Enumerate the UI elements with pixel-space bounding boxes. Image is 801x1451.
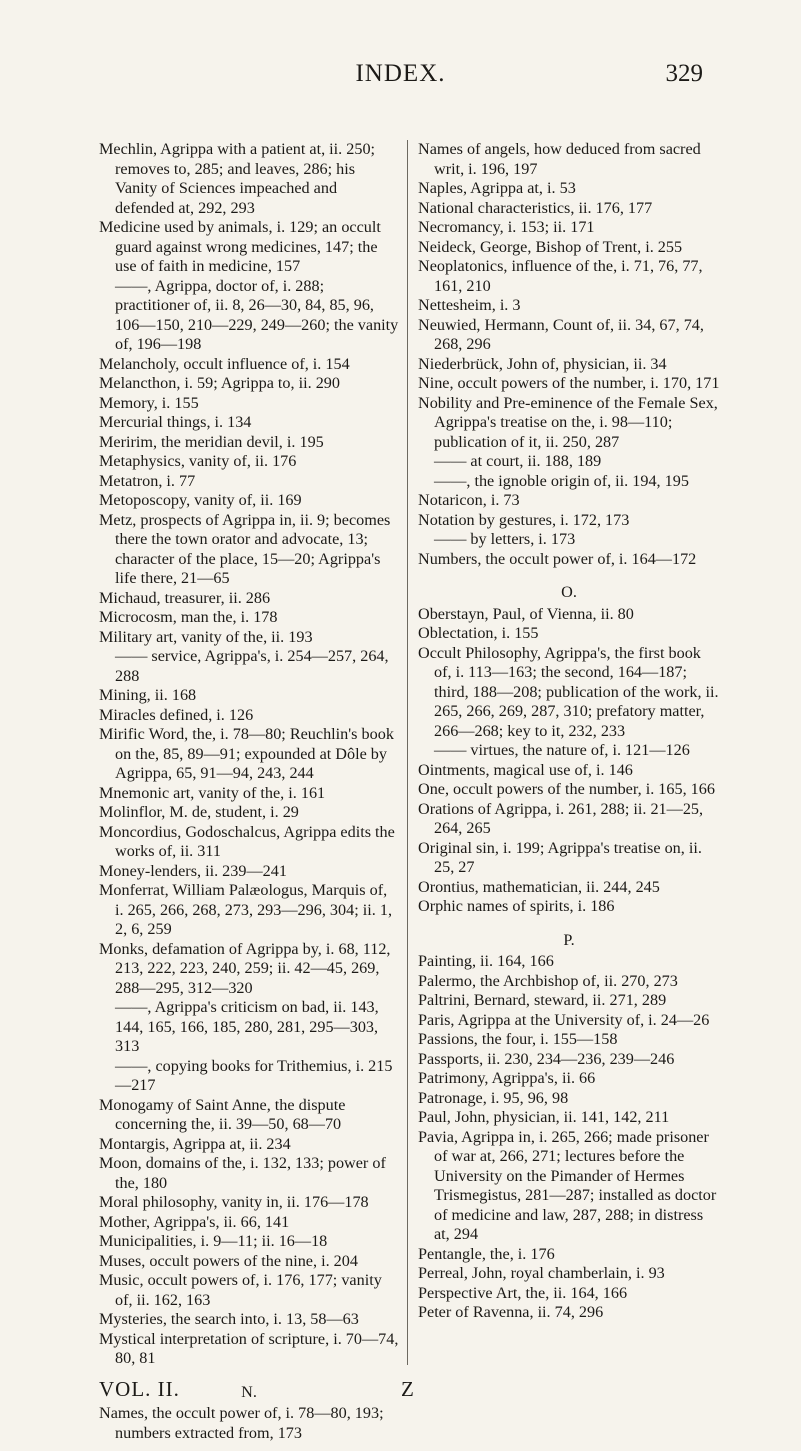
index-entry: One, occult powers of the number, i. 165, 166	[418, 780, 715, 798]
index-entry: Notaricon, i. 73	[418, 491, 520, 509]
index-entry: Nobility and Pre-eminence of the Female Sex, Agrippa's treatise on the, i. 98—110; publication of it, ii. 250, 287	[418, 393, 718, 451]
index-entry: Perspective Art, the, ii. 164, 166	[418, 1283, 628, 1302]
index-entry: Oberstayn, Paul, of Vienna, ii. 80	[418, 604, 634, 623]
index-entry: Paltrini, Bernard, steward, ii. 271, 289	[418, 991, 667, 1009]
index-column-left	[99, 140, 399, 1443]
index-entry: Orations of Agrippa, i. 261, 288; ii. 21—25, 264, 265	[418, 799, 704, 837]
index-entry: Metatron, i. 77	[99, 471, 196, 490]
index-entry: Microcosm, man the, i. 178	[99, 608, 278, 626]
index-entry: Metz, prospects of Agrippa in, ii. 9; becomes there the town orator and advocate, 13; character of the place, 15—20; Agrippa's life there, 21—65	[99, 510, 391, 587]
index-entry: Moon, domains of the, i. 132, 133; power of the, 180	[99, 1154, 386, 1192]
index-entry: Ointments, magical use of, i. 146	[418, 760, 633, 779]
index-entry: Pavia, Agrippa in, i. 265, 266; made prisoner of war at, 266, 271; lectures before the University on the Pimander of Hermes Trismegistus, 281—287; installed as doctor of medicine and law, 287, 288; in distress at, 294	[418, 1127, 717, 1243]
index-entry: Patrimony, Agrippa's, ii. 66	[418, 1069, 596, 1087]
index-entry: Melancthon, i. 59; Agrippa to, ii. 290	[99, 374, 340, 392]
index-entry: Peter of Ravenna, ii. 74, 296	[418, 1303, 604, 1321]
section-letter: O.	[561, 583, 577, 601]
index-entry: Mother, Agrippa's, ii. 66, 141	[99, 1212, 290, 1231]
index-entry: Miracles defined, i. 126	[99, 705, 254, 724]
index-entry: Mining, ii. 168	[99, 686, 197, 704]
volume-marker: VOL. II.	[99, 1377, 180, 1401]
index-entry: Occult Philosophy, Agrippa's, the first book of, i. 113—163; the second, 164—187; third, 188—208; publication of the work, ii. 265, 266, 269, 287, 310; prefatory matter, 266—268; key to it, 232, 233	[418, 643, 719, 740]
index-entry: Nettesheim, i. 3	[418, 296, 521, 314]
page-number: 329	[665, 60, 703, 87]
index-entry: Metaphysics, vanity of, ii. 176	[99, 452, 297, 470]
index-entry: Numbers, the occult power of, i. 164—172	[418, 549, 697, 568]
index-entry: Monferrat, William Palæologus, Marquis of, i. 265, 266, 268, 273, 293—296, 304; ii. 1, 2, 6, 259	[99, 881, 392, 938]
index-entry: Passports, ii. 230, 234—236, 239—246	[418, 1049, 675, 1068]
index-entry: Mechlin, Agrippa with a patient at, ii. 250; removes to, 285; and leaves, 286; his Vanity of Sciences impeached and defended at, 292, 293	[99, 140, 376, 217]
index-entry: —— service, Agrippa's, i. 254—257, 264, 288	[115, 647, 389, 685]
column-divider	[407, 140, 408, 1365]
index-entry: Neoplatonics, influence of the, i. 71, 76, 77, 161, 210	[418, 257, 703, 295]
index-entry: —— virtues, the nature of, i. 121—126	[434, 741, 690, 759]
index-entry: Neuwied, Hermann, Count of, ii. 34, 67, 74, 268, 296	[418, 315, 704, 353]
page-header	[0, 60, 801, 100]
index-entry: Muses, occult powers of the nine, i. 204	[99, 1251, 358, 1270]
index-entry: Notation by gestures, i. 172, 173	[418, 510, 630, 529]
index-entry: Melancholy, occult influence of, i. 154	[99, 354, 350, 373]
index-entry: Moncordius, Godoschalcus, Agrippa edits the works of, ii. 311	[99, 822, 395, 860]
index-entry: —— by letters, i. 173	[434, 530, 576, 548]
index-entry: Orontius, mathematician, ii. 244, 245	[418, 877, 660, 896]
index-entry: Oblectation, i. 155	[418, 624, 539, 642]
index-entry: Mercurial things, i. 134	[99, 413, 252, 431]
index-column-right	[418, 140, 720, 1323]
running-head: INDEX.	[355, 60, 446, 87]
index-entry: Moral philosophy, vanity in, ii. 176—178	[99, 1193, 369, 1211]
index-entry: Patronage, i. 95, 96, 98	[418, 1088, 569, 1107]
signature-mark: Z	[401, 1377, 414, 1401]
index-entry: Original sin, i. 199; Agrippa's treatise on, ii. 25, 27	[418, 838, 702, 876]
index-entry: Naples, Agrippa at, i. 53	[418, 179, 576, 197]
index-entry: Paris, Agrippa at the University of, i. 24—26	[418, 1010, 710, 1029]
index-entry: Monks, defamation of Agrippa by, i. 68, 112, 213, 222, 223, 240, 259; ii. 42—45, 269, 288—295, 312—320	[99, 939, 391, 997]
index-entry: Money-lenders, ii. 239—241	[99, 861, 287, 880]
index-entry: Nine, occult powers of the number, i. 170, 171	[418, 374, 720, 392]
section-letter: P.	[563, 930, 575, 949]
index-entry: Perreal, John, royal chamberlain, i. 93	[418, 1264, 665, 1282]
index-entry: Names of angels, how deduced from sacred writ, i. 196, 197	[418, 140, 701, 178]
index-entry: Music, occult powers of, i. 176, 177; vanity of, ii. 162, 163	[99, 1271, 382, 1309]
index-entry: —— at court, ii. 188, 189	[434, 452, 602, 470]
index-entry: Neideck, George, Bishop of Trent, i. 255	[418, 237, 683, 256]
index-entry: Mystical interpretation of scripture, i. 70—74, 80, 81	[99, 1329, 399, 1367]
index-entry: Mnemonic art, vanity of the, i. 161	[99, 783, 326, 802]
index-entry: Palermo, the Archbishop of, ii. 270, 273	[418, 971, 678, 990]
index-entry: ——, copying books for Trithemius, i. 215—217	[115, 1056, 393, 1094]
index-entry: Paul, John, physician, ii. 141, 142, 211	[418, 1108, 670, 1126]
index-entry: Orphic names of spirits, i. 186	[418, 897, 615, 915]
index-entry: ——, Agrippa's criticism on bad, ii. 143, 144, 165, 166, 185, 280, 281, 295—303, 313	[115, 998, 379, 1055]
index-entry: National characteristics, ii. 176, 177	[418, 198, 653, 217]
index-entry: Municipalities, i. 9—11; ii. 16—18	[99, 1232, 328, 1250]
index-entry: Names, the occult power of, i. 78—80, 193; numbers extracted from, 173	[99, 1404, 384, 1442]
index-entry: Painting, ii. 164, 166	[418, 952, 554, 970]
index-entry: Niederbrück, John of, physician, ii. 34	[418, 354, 667, 373]
index-entry: Mirific Word, the, i. 78—80; Reuchlin's book on the, 85, 89—91; expounded at Dôle by Agrippa, 65, 91—94, 243, 244	[99, 725, 394, 782]
index-entry: Michaud, treasurer, ii. 286	[99, 588, 271, 607]
index-entry: Passions, the four, i. 155—158	[418, 1030, 618, 1048]
index-entry: Monogamy of Saint Anne, the dispute concerning the, ii. 39—50, 68—70	[99, 1095, 346, 1133]
index-entry: ——, Agrippa, doctor of, i. 288; practitioner of, ii. 8, 26—30, 84, 85, 96, 106—150, 210—229, 249—260; the vanity of, 196—198	[115, 276, 399, 353]
section-letter: N.	[241, 1382, 257, 1401]
index-entry: Memory, i. 155	[99, 393, 199, 412]
index-entry: Molinflor, M. de, student, i. 29	[99, 803, 299, 821]
index-entry: Necromancy, i. 153; ii. 171	[418, 218, 595, 236]
index-entry: Medicine used by animals, i. 129; an occult guard against wrong medicines, 147; the use of faith in medicine, 157	[99, 218, 381, 275]
index-entry: Pentangle, the, i. 176	[418, 1244, 555, 1263]
index-entry: Montargis, Agrippa at, ii. 234	[99, 1134, 291, 1153]
index-entry: Mysteries, the search into, i. 13, 58—63	[99, 1310, 359, 1328]
index-entry: ——, the ignoble origin of, ii. 194, 195	[434, 471, 689, 490]
index-entry: Metoposcopy, vanity of, ii. 169	[99, 491, 302, 509]
index-entry: Military art, vanity of the, ii. 193	[99, 627, 313, 646]
index-entry: Meririm, the meridian devil, i. 195	[99, 432, 324, 451]
